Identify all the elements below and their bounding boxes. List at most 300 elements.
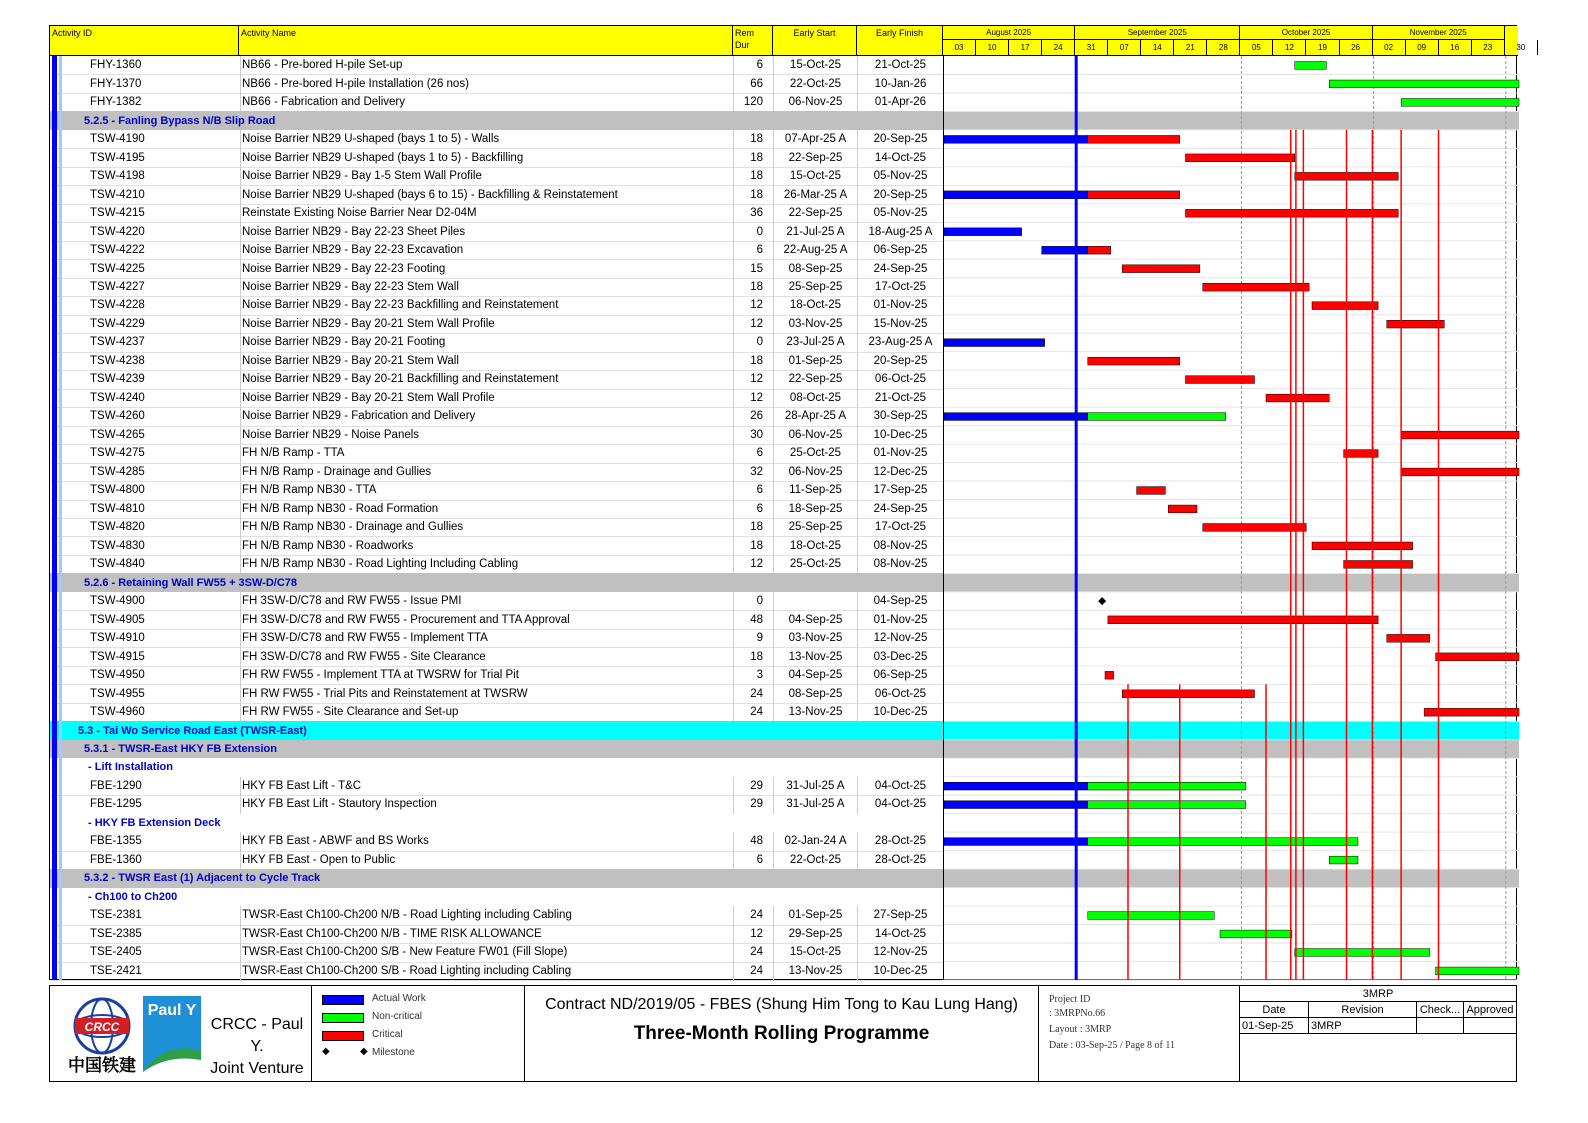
- activity-row[interactable]: [50, 536, 943, 555]
- week-label: 30: [1505, 40, 1538, 55]
- activity-row[interactable]: [50, 777, 943, 796]
- early-start: 29-Sep-25: [773, 925, 857, 943]
- early-finish: 12-Dec-25: [857, 463, 943, 481]
- wbs-level-stripe: [59, 610, 62, 628]
- activity-row[interactable]: [50, 962, 943, 981]
- early-finish: 20-Sep-25: [857, 130, 943, 148]
- wbs-band[interactable]: [50, 740, 943, 758]
- activity-name: Noise Barrier NB29 U-shaped (bays 6 to 15) - Backfilling & Reinstatement: [240, 185, 732, 203]
- activity-bar: [1312, 542, 1413, 550]
- activity-row[interactable]: [50, 610, 943, 629]
- remaining-duration: 18: [733, 148, 773, 166]
- remaining-duration: 18: [733, 130, 773, 148]
- wbs-level-stripe: [59, 278, 62, 296]
- activity-id: TSE-2385: [90, 927, 142, 940]
- activity-name: Reinstate Existing Noise Barrier Near D2-04M: [240, 204, 732, 222]
- remaining-duration: 12: [733, 555, 773, 573]
- activity-id: TSW-4222: [90, 244, 145, 257]
- remaining-duration: 18: [733, 185, 773, 203]
- early-start: 11-Sep-25: [773, 481, 857, 499]
- activity-row[interactable]: [50, 278, 943, 297]
- activity-row[interactable]: [50, 518, 943, 537]
- rev-row-revision: 3MRP: [1309, 1018, 1417, 1034]
- early-finish: 04-Sep-25: [857, 592, 943, 610]
- wbs-level-stripe: [52, 814, 57, 832]
- gantt-chart: [943, 56, 1518, 980]
- rev-header-check: Check...: [1417, 1002, 1464, 1018]
- activity-id: TSW-4905: [90, 613, 145, 626]
- gantt-svg: [944, 56, 1519, 980]
- activity-row[interactable]: [50, 93, 943, 112]
- wbs-level-stripe: [52, 666, 57, 684]
- early-start: 08-Oct-25: [773, 389, 857, 407]
- col-early-finish[interactable]: Early Finish: [857, 26, 943, 56]
- activity-bar: [1436, 967, 1519, 975]
- activity-row[interactable]: [50, 463, 943, 482]
- wbs-level-stripe: [59, 851, 62, 869]
- logo-box: [50, 986, 312, 1081]
- wbs-level-stripe: [52, 111, 57, 129]
- wbs-level-stripe: [52, 555, 57, 573]
- activity-id: TSW-4228: [90, 299, 145, 312]
- activity-id: TSW-4260: [90, 410, 145, 423]
- wbs-level-stripe: [52, 573, 57, 591]
- wbs-level-stripe: [52, 962, 57, 980]
- wbs-level-stripe: [52, 610, 57, 628]
- activity-row[interactable]: [50, 925, 943, 944]
- remaining-duration: 12: [733, 389, 773, 407]
- activity-name: Noise Barrier NB29 - Fabrication and Delivery: [240, 407, 732, 425]
- remaining-duration: 29: [733, 795, 773, 813]
- activity-bar: [1401, 99, 1519, 107]
- col-early-start[interactable]: Early Start: [773, 26, 857, 56]
- wbs-level-stripe: [59, 832, 62, 850]
- wbs-level-stripe: [52, 56, 57, 74]
- activity-row[interactable]: [50, 204, 943, 223]
- wbs-level-stripe: [59, 463, 62, 481]
- activity-bar: [1401, 468, 1519, 476]
- activity-row[interactable]: [50, 56, 943, 75]
- wbs-level-stripe: [59, 943, 62, 961]
- project-info-box: [1039, 986, 1240, 1081]
- legend-swatch: [322, 1031, 364, 1041]
- activity-row[interactable]: [50, 684, 943, 703]
- activity-bar: [1312, 302, 1378, 310]
- activity-row[interactable]: [50, 426, 943, 445]
- activity-name: FH 3SW-D/C78 and RW FW55 - Issue PMI: [240, 592, 732, 610]
- wbs-level-stripe: [59, 56, 62, 74]
- early-start: 22-Oct-25: [773, 74, 857, 92]
- wbs-level-stripe: [52, 222, 57, 240]
- wbs-subgroup[interactable]: [50, 814, 943, 832]
- wbs-level-stripe: [52, 370, 57, 388]
- remaining-duration: 18: [733, 352, 773, 370]
- early-finish: 06-Oct-25: [857, 684, 943, 702]
- activity-name: Noise Barrier NB29 - Bay 20-21 Backfilling and Reinstatement: [240, 370, 732, 388]
- activity-row[interactable]: [50, 370, 943, 389]
- wbs-level-stripe: [52, 536, 57, 554]
- activity-row[interactable]: [50, 148, 943, 167]
- activity-bar: [1436, 653, 1519, 661]
- activity-id: FHY-1382: [90, 96, 142, 109]
- col-activity-id[interactable]: Activity ID: [50, 26, 239, 56]
- activity-bar: [1137, 487, 1166, 495]
- activity-row[interactable]: [50, 647, 943, 666]
- activity-name: HKY FB East Lift - Stautory Inspection: [240, 795, 732, 813]
- activity-bar: [944, 228, 1022, 236]
- remaining-duration: 6: [733, 56, 773, 74]
- activity-bar: [1387, 320, 1445, 328]
- activity-name: NB66 - Fabrication and Delivery: [240, 93, 732, 111]
- wbs-level-stripe: [52, 241, 57, 259]
- early-start: 06-Nov-25: [773, 426, 857, 444]
- wbs-level-stripe: [59, 148, 62, 166]
- wbs-level-stripe: [59, 647, 62, 665]
- activity-row[interactable]: [50, 555, 943, 574]
- wbs-level-stripe: [59, 315, 62, 333]
- activity-name: FH N/B Ramp - Drainage and Gullies: [240, 463, 732, 481]
- wbs-band[interactable]: [50, 721, 943, 739]
- early-start: 15-Oct-25: [773, 167, 857, 185]
- activity-bar: [1295, 62, 1327, 70]
- activity-row[interactable]: [50, 629, 943, 648]
- wbs-level-stripe: [59, 444, 62, 462]
- wbs-level-stripe: [52, 259, 57, 277]
- activity-bar: [1122, 690, 1254, 698]
- activity-row[interactable]: [50, 500, 943, 519]
- activity-bar: [1088, 135, 1180, 143]
- wbs-level-stripe: [59, 666, 62, 684]
- wbs-level-stripe: [52, 463, 57, 481]
- wbs-subgroup[interactable]: [50, 888, 943, 906]
- activity-name: FH N/B Ramp - TTA: [240, 444, 732, 462]
- early-start: 25-Sep-25: [773, 278, 857, 296]
- gantt-wbs-band: [944, 740, 1519, 758]
- programme-title: Three-Month Rolling Programme: [633, 1023, 930, 1044]
- wbs-level-stripe: [59, 795, 62, 813]
- wbs-level-stripe: [52, 333, 57, 351]
- month-label: November 2025: [1373, 26, 1505, 40]
- early-start: 23-Jul-25 A: [773, 333, 857, 351]
- remaining-duration: 29: [733, 777, 773, 795]
- wbs-level-stripe: [59, 167, 62, 185]
- early-finish: 30-Sep-25: [857, 407, 943, 425]
- activity-bar: [1088, 357, 1180, 365]
- activity-id: TSW-4285: [90, 465, 145, 478]
- activity-name: Noise Barrier NB29 - Bay 20-21 Stem Wall: [240, 352, 732, 370]
- activity-id: TSW-4830: [90, 539, 145, 552]
- activity-row[interactable]: [50, 333, 943, 352]
- remaining-duration: 12: [733, 296, 773, 314]
- early-finish: 06-Sep-25: [857, 666, 943, 684]
- wbs-subgroup[interactable]: [50, 758, 943, 776]
- jv-name: [203, 1014, 311, 1080]
- week-label: 17: [1009, 40, 1042, 55]
- activity-row[interactable]: [50, 389, 943, 408]
- early-start: 07-Apr-25 A: [773, 130, 857, 148]
- remaining-duration: 9: [733, 629, 773, 647]
- wbs-level-stripe: [52, 740, 57, 758]
- activity-row[interactable]: [50, 592, 943, 611]
- early-start: 03-Nov-25: [773, 315, 857, 333]
- early-start: 25-Oct-25: [773, 444, 857, 462]
- wbs-level-stripe: [52, 352, 57, 370]
- early-finish: 27-Sep-25: [857, 906, 943, 924]
- wbs-band[interactable]: [50, 869, 943, 887]
- early-start: 25-Oct-25: [773, 555, 857, 573]
- early-finish: 20-Sep-25: [857, 352, 943, 370]
- wbs-level-stripe: [59, 925, 62, 943]
- activity-bar: [1186, 376, 1255, 384]
- early-start: 18-Sep-25: [773, 500, 857, 518]
- early-start: 22-Sep-25: [773, 148, 857, 166]
- title-block: [49, 985, 1517, 1082]
- wbs-level-stripe: [52, 777, 57, 795]
- early-finish: 20-Sep-25: [857, 185, 943, 203]
- rev-row-date: 01-Sep-25: [1240, 1018, 1309, 1034]
- early-finish: 10-Jan-26: [857, 74, 943, 92]
- activity-row[interactable]: [50, 185, 943, 204]
- activity-bar: [1088, 413, 1226, 421]
- wbs-level-stripe: [52, 185, 57, 203]
- early-start: 21-Jul-25 A: [773, 222, 857, 240]
- wbs-level-stripe: [52, 832, 57, 850]
- legend-box: Actual Work Non-critical Critical ◆ ◆ Milestone: [312, 986, 525, 1081]
- early-finish: 01-Nov-25: [857, 610, 943, 628]
- wbs-label: 5.3.2 - TWSR East (1) Adjacent to Cycle Track: [84, 872, 321, 885]
- activity-name: Noise Barrier NB29 U-shaped (bays 1 to 5) - Walls: [240, 130, 732, 148]
- early-finish: 08-Nov-25: [857, 555, 943, 573]
- activity-row[interactable]: [50, 241, 943, 260]
- activity-id: TSW-4950: [90, 669, 145, 682]
- activity-id: TSW-4225: [90, 262, 145, 275]
- wbs-level-stripe: [59, 592, 62, 610]
- gantt-wbs-band: [944, 869, 1519, 887]
- month-label: August 2025: [943, 26, 1075, 40]
- early-start: 01-Sep-25: [773, 352, 857, 370]
- activity-bar: [944, 191, 1088, 199]
- wbs-level-stripe: [52, 315, 57, 333]
- activity-row[interactable]: [50, 906, 943, 925]
- revision-table: [1240, 986, 1516, 1081]
- activity-row[interactable]: [50, 296, 943, 315]
- wbs-level-stripe: [59, 370, 62, 388]
- rev-header-approved: Approved: [1464, 1002, 1516, 1018]
- remaining-duration: 32: [733, 463, 773, 481]
- activity-name: Noise Barrier NB29 - Bay 22-23 Backfilling and Reinstatement: [240, 296, 732, 314]
- early-finish: 04-Oct-25: [857, 795, 943, 813]
- activity-bar: [944, 782, 1088, 790]
- wbs-level-stripe: [59, 721, 62, 739]
- jv-line2: Joint Venture: [210, 1060, 304, 1077]
- week-label: 12: [1273, 40, 1306, 55]
- early-finish: 17-Oct-25: [857, 278, 943, 296]
- activity-name: Noise Barrier NB29 - Bay 1-5 Stem Wall Profile: [240, 167, 732, 185]
- remaining-duration: 6: [733, 241, 773, 259]
- activity-row[interactable]: [50, 315, 943, 334]
- activity-bar: [944, 801, 1088, 809]
- early-finish: 01-Apr-26: [857, 93, 943, 111]
- early-start: [773, 592, 857, 610]
- early-finish: 06-Oct-25: [857, 370, 943, 388]
- legend-label: Milestone: [372, 1047, 415, 1058]
- wbs-level-stripe: [59, 426, 62, 444]
- activity-row[interactable]: [50, 74, 943, 93]
- activity-id: TSW-4800: [90, 484, 145, 497]
- activity-row[interactable]: [50, 666, 943, 685]
- early-start: 04-Sep-25: [773, 666, 857, 684]
- remaining-duration: 3: [733, 666, 773, 684]
- early-finish: 10-Dec-25: [857, 426, 943, 444]
- remaining-duration: 6: [733, 851, 773, 869]
- activity-row[interactable]: [50, 222, 943, 241]
- activity-name: Noise Barrier NB29 U-shaped (bays 1 to 5) - Backfilling: [240, 148, 732, 166]
- activity-name: FH 3SW-D/C78 and RW FW55 - Procurement and TTA Approval: [240, 610, 732, 628]
- column-header: [50, 26, 943, 56]
- layout-name: Layout : 3MRP: [1049, 1024, 1112, 1035]
- activity-name: Noise Barrier NB29 - Bay 20-21 Footing: [240, 333, 732, 351]
- remaining-duration: 24: [733, 906, 773, 924]
- early-start: 02-Jan-24 A: [773, 832, 857, 850]
- activity-name: Noise Barrier NB29 - Bay 22-23 Stem Wall: [240, 278, 732, 296]
- wbs-band[interactable]: [50, 573, 943, 591]
- activity-name: NB66 - Pre-bored H-pile Installation (26 nos): [240, 74, 732, 92]
- activity-bar: [944, 413, 1088, 421]
- wbs-level-stripe: [52, 906, 57, 924]
- wbs-level-stripe: [52, 148, 57, 166]
- wbs-level-stripe: [59, 684, 62, 702]
- wbs-level-stripe: [59, 814, 62, 832]
- remaining-duration: 18: [733, 536, 773, 554]
- activity-id: TSW-4237: [90, 336, 145, 349]
- wbs-level-stripe: [52, 758, 57, 776]
- wbs-level-stripe: [52, 278, 57, 296]
- rev-row-approved: [1464, 1018, 1516, 1034]
- col-activity-name[interactable]: Activity Name: [239, 26, 733, 56]
- early-finish: 01-Nov-25: [857, 444, 943, 462]
- activity-row[interactable]: [50, 481, 943, 500]
- activity-name: HKY FB East - ABWF and BS Works: [240, 832, 732, 850]
- wbs-level-stripe: [52, 444, 57, 462]
- wbs-level-stripe: [59, 204, 62, 222]
- activity-row[interactable]: [50, 407, 943, 426]
- activity-bar: [1088, 782, 1246, 790]
- activity-row[interactable]: [50, 943, 943, 962]
- remaining-duration: 0: [733, 333, 773, 351]
- remaining-duration: 24: [733, 684, 773, 702]
- early-finish: 12-Nov-25: [857, 629, 943, 647]
- activity-name: Noise Barrier NB29 - Bay 22-23 Sheet Piles: [240, 222, 732, 240]
- activity-id: TSE-2405: [90, 946, 142, 959]
- legend-swatch: [322, 995, 364, 1005]
- wbs-level-stripe: [59, 259, 62, 277]
- legend-label: Non-critical: [372, 1011, 423, 1022]
- rev-header-revision: Revision: [1309, 1002, 1417, 1018]
- activity-bar: [1186, 154, 1295, 162]
- early-finish: 10-Dec-25: [857, 703, 943, 721]
- wbs-level-stripe: [59, 296, 62, 314]
- wbs-level-stripe: [59, 703, 62, 721]
- activity-row[interactable]: [50, 795, 943, 814]
- remaining-duration: 12: [733, 925, 773, 943]
- wbs-level-stripe: [59, 536, 62, 554]
- wbs-level-stripe: [59, 869, 62, 887]
- activity-row[interactable]: [50, 259, 943, 278]
- activity-id: FHY-1360: [90, 59, 142, 72]
- activity-row[interactable]: [50, 130, 943, 149]
- wbs-level-stripe: [52, 851, 57, 869]
- wbs-level-stripe: [59, 481, 62, 499]
- activity-row[interactable]: [50, 167, 943, 186]
- wbs-level-stripe: [52, 500, 57, 518]
- pauly-logo-text: Paul Y: [147, 1002, 197, 1019]
- activity-name: FH N/B Ramp NB30 - TTA: [240, 481, 732, 499]
- wbs-level-stripe: [52, 130, 57, 148]
- week-label: 10: [976, 40, 1009, 55]
- activity-name: HKY FB East Lift - T&C: [240, 777, 732, 795]
- activity-table: [50, 56, 943, 980]
- activity-id: TSW-4265: [90, 428, 145, 441]
- week-label: 03: [943, 40, 976, 55]
- week-label: 23: [1472, 40, 1505, 55]
- jv-line1: CRCC - Paul Y.: [210, 1016, 304, 1055]
- activity-id: FBE-1295: [90, 798, 142, 811]
- remaining-duration: 24: [733, 962, 773, 980]
- activity-name: FH RW FW55 - Trial Pits and Reinstatement at TWSRW: [240, 684, 732, 702]
- wbs-level-stripe: [59, 352, 62, 370]
- activity-row[interactable]: [50, 703, 943, 722]
- activity-row[interactable]: [50, 851, 943, 870]
- activity-row[interactable]: [50, 832, 943, 851]
- wbs-level-stripe: [59, 777, 62, 795]
- activity-row[interactable]: [50, 444, 943, 463]
- wbs-level-stripe: [59, 111, 62, 129]
- wbs-level-stripe: [52, 204, 57, 222]
- milestone-diamond: [1098, 597, 1106, 605]
- print-date: Date : 03-Sep-25 / Page 8 of 11: [1049, 1040, 1175, 1051]
- wbs-level-stripe: [52, 518, 57, 536]
- activity-bar: [944, 135, 1088, 143]
- wbs-level-stripe: [59, 555, 62, 573]
- activity-bar: [1088, 246, 1111, 254]
- activity-name: TWSR-East Ch100-Ch200 N/B - Road Lighting including Cabling: [240, 906, 732, 924]
- week-label: 31: [1075, 40, 1108, 55]
- wbs-label: - Lift Installation: [88, 761, 173, 774]
- early-start: 18-Oct-25: [773, 296, 857, 314]
- wbs-level-stripe: [52, 93, 57, 111]
- title-box: [525, 986, 1039, 1081]
- early-finish: 24-Sep-25: [857, 500, 943, 518]
- legend-swatch: [322, 1013, 364, 1023]
- early-start: 06-Nov-25: [773, 93, 857, 111]
- activity-bar: [1168, 505, 1197, 513]
- early-finish: 23-Aug-25 A: [857, 333, 943, 351]
- activity-name: Noise Barrier NB29 - Bay 22-23 Footing: [240, 259, 732, 277]
- activity-id: TSW-4960: [90, 706, 145, 719]
- week-label: 09: [1406, 40, 1439, 55]
- activity-bar: [1329, 856, 1358, 864]
- early-start: 08-Sep-25: [773, 684, 857, 702]
- col-rem-dur[interactable]: Rem Dur: [733, 26, 773, 56]
- activity-row[interactable]: [50, 352, 943, 371]
- activity-id: TSW-4840: [90, 558, 145, 571]
- wbs-band[interactable]: [50, 111, 943, 129]
- project-id-label: Project ID: [1049, 994, 1091, 1005]
- activity-bar: [1088, 912, 1215, 920]
- wbs-level-stripe: [59, 740, 62, 758]
- schedule-sheet: [49, 25, 1526, 980]
- early-start: 08-Sep-25: [773, 259, 857, 277]
